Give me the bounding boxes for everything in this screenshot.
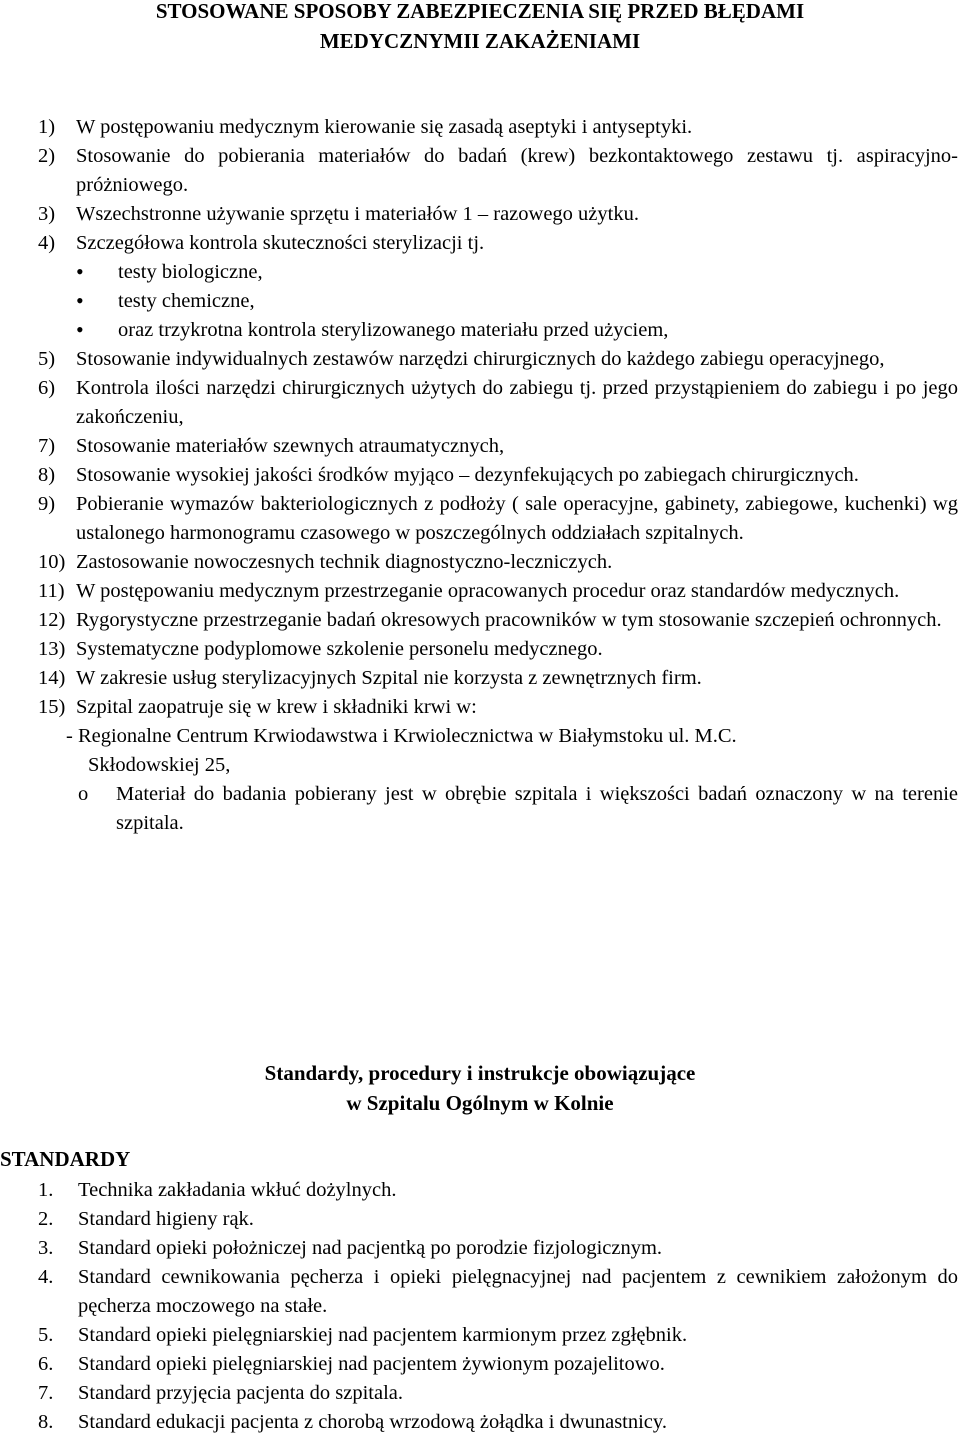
subtitle-line-2: w Szpitalu Ogólnym w Kolnie: [346, 1091, 614, 1115]
standard-item: [0, 1321, 960, 1350]
bullet-text: testy chemiczne,: [118, 290, 255, 312]
item-number: 15): [38, 696, 66, 718]
list-item: [0, 577, 960, 606]
list-item: [0, 229, 960, 258]
item-text: Wszechstronne używanie sprzętu i materiałów 1 – razowego użytku.: [76, 203, 639, 225]
list-item: [0, 461, 960, 490]
title-line-2: MEDYCZNYMII ZAKAŻENIAMI: [319, 29, 641, 53]
item-number: 6): [38, 377, 56, 399]
item-number: 6.: [38, 1353, 54, 1375]
item-number: 4.: [38, 1266, 54, 1288]
item-number: 5): [38, 348, 56, 370]
standard-item: [0, 1350, 960, 1379]
item-number: 2): [38, 145, 56, 167]
bullet-item: [0, 316, 960, 345]
item-number: 13): [38, 638, 66, 660]
list-item: [0, 142, 960, 200]
item-text: Technika zakładania wkłuć dożylnych.: [78, 1179, 397, 1201]
standard-item: [0, 1263, 960, 1321]
item-number: 8): [38, 464, 56, 486]
bullet-icon: •: [76, 288, 84, 313]
blood-center-line: - Regionalne Centrum Krwiodawstwa i Krwiolecznictwa w Białymstoku ul. M.C.: [66, 725, 737, 747]
item-text: Standard higieny rąk.: [78, 1208, 254, 1230]
list-item: [0, 693, 960, 722]
item-text: Systematyczne podyplomowe szkolenie personelu medycznego.: [76, 638, 603, 660]
section-subtitle: [0, 1058, 960, 1118]
bullet-item: [0, 287, 960, 316]
circle-item: [0, 780, 960, 838]
item-text: Standard opieki pielęgniarskiej nad pacjentem karmionym przez zgłębnik.: [78, 1324, 688, 1346]
item-text: Stosowanie indywidualnych zestawów narzędzi chirurgicznych do każdego zabiegu operacyjnego,: [76, 348, 885, 370]
item-text: Szpital zaopatruje się w krew i składniki krwi w:: [76, 696, 477, 718]
list-item: [0, 200, 960, 229]
circle-bullet-icon: o: [78, 783, 89, 805]
item-number: 8.: [38, 1411, 54, 1433]
item-text: Kontrola ilości narzędzi chirurgicznych użytych do zabiegu tj. przed przystąpieniem do zabiegu i po jego zakończeniu,: [76, 377, 958, 428]
item-number: 3): [38, 203, 56, 225]
subtitle-line-1: Standardy, procedury i instrukcje obowiązujące: [264, 1061, 696, 1085]
standard-item: [0, 1408, 960, 1437]
item-text: W postępowaniu medycznym kierowanie się zasadą aseptyki i antyseptyki.: [76, 116, 693, 138]
list-item: [0, 345, 960, 374]
item-number: 10): [38, 551, 66, 573]
item-number: 3.: [38, 1237, 54, 1259]
title-line-1: STOSOWANE SPOSOBY ZABEZPIECZENIA SIĘ PRZED BŁĘDAMI: [155, 0, 805, 23]
item-text: Standard cewnikowania pęcherza i opieki pielęgnacyjnej nad pacjentem z cewnikiem założonym do pęcherza moczowego na stałe.: [78, 1266, 958, 1317]
item-number: 11): [38, 580, 65, 602]
item-text: Standard przyjęcia pacjenta do szpitala.: [78, 1382, 404, 1404]
item-text: Rygorystyczne przestrzeganie badań okresowych pracowników w tym stosowanie szczepień ochronnych.: [76, 609, 942, 631]
blood-center-address: Skłodowskiej 25,: [88, 754, 231, 776]
item-text: Pobieranie wymazów bakteriologicznych z podłoży ( sale operacyjne, gabinety, zabiegowe, kuchenki) wg ustalonego harmonogramu czasowego w poszczególnych oddziałach szpitalnych.: [76, 493, 958, 544]
list-item: [0, 635, 960, 664]
document-title: [0, 0, 960, 56]
item-text: W zakresie usług sterylizacyjnych Szpital nie korzysta z zewnętrznych firm.: [76, 667, 702, 689]
item-text: Stosowanie do pobierania materiałów do badań (krew) bezkontaktowego zestawu tj. aspiracyjno-próżniowego.: [76, 145, 958, 196]
bullet-text: testy biologiczne,: [118, 261, 263, 283]
item-number: 1): [38, 116, 56, 138]
standard-item: [0, 1379, 960, 1408]
item-text: Standard edukacji pacjenta z chorobą wrzodową żołądka i dwunastnicy.: [78, 1411, 667, 1433]
standards-heading: STANDARDY: [0, 1147, 131, 1171]
item-text: Zastosowanie nowoczesnych technik diagnostyczno-leczniczych.: [76, 551, 613, 573]
item-number: 14): [38, 667, 66, 689]
standard-item: [0, 1176, 960, 1205]
measures-list: [0, 113, 960, 838]
list-item: [0, 374, 960, 432]
bullet-text: oraz trzykrotna kontrola sterylizowanego materiału przed użyciem,: [118, 319, 669, 341]
item-text: W postępowaniu medycznym przestrzeganie opracowanych procedur oraz standardów medycznych.: [76, 580, 900, 602]
list-item: [0, 664, 960, 693]
bullet-item: [0, 258, 960, 287]
item-number: 2.: [38, 1208, 54, 1230]
item-number: 7.: [38, 1382, 54, 1404]
list-item: [0, 548, 960, 577]
list-item: [0, 113, 960, 142]
list-item: [0, 490, 960, 548]
bullet-icon: •: [76, 317, 84, 342]
standards-list: [0, 1176, 960, 1437]
item-number: 4): [38, 232, 56, 254]
item-number: 7): [38, 435, 56, 457]
list-item: [0, 432, 960, 461]
item-text: Stosowanie wysokiej jakości środków myjąco – dezynfekujących po zabiegach chirurgicznych.: [76, 464, 859, 486]
item-number: 12): [38, 609, 66, 631]
bullet-icon: •: [76, 259, 84, 284]
item-number: 9): [38, 493, 56, 515]
standard-item: [0, 1234, 960, 1263]
item-text: Stosowanie materiałów szewnych atraumatycznych,: [76, 435, 505, 457]
item-text: Standard opieki położniczej nad pacjentką po porodzie fizjologicznym.: [78, 1237, 663, 1259]
standard-item: [0, 1205, 960, 1234]
item-number: 1.: [38, 1179, 54, 1201]
circle-item-text: Materiał do badania pobierany jest w obrębie szpitala i większości badań oznaczony w na terenie szpitala.: [116, 783, 958, 834]
item-number: 5.: [38, 1324, 54, 1346]
item-text: Szczegółowa kontrola skuteczności sterylizacji tj.: [76, 232, 485, 254]
item-text: Standard opieki pielęgniarskiej nad pacjentem żywionym pozajelitowo.: [78, 1353, 665, 1375]
list-item: [0, 606, 960, 635]
